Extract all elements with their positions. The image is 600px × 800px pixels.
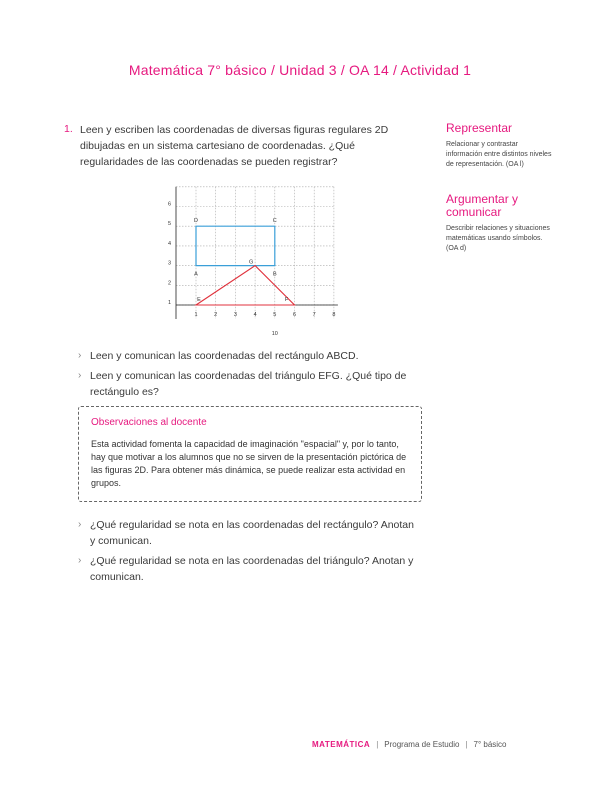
vertex-label: B	[272, 271, 277, 278]
vertex-label: D	[194, 218, 198, 225]
chevron-right-icon: ›	[78, 519, 82, 530]
y-tick-label: 1	[167, 300, 171, 306]
list-item-text: ¿Qué regularidad se nota en las coordenadas del rectángulo? Anotan y comunican.	[90, 519, 414, 547]
list-item	[78, 368, 418, 400]
question-text: Leen y escriben las coordenadas de diversas figuras regulares 2D dibujadas en un sistema cartesiano de coordenadas. ¿Qué regularidades de las coordenadas se pueden registrar?	[80, 124, 389, 168]
vertex-label: G	[248, 259, 254, 266]
y-tick-label: 3	[167, 260, 171, 267]
x-tick-label: 8	[332, 312, 336, 318]
list-item-text: Leen y comunican las coordenadas del triángulo EFG. ¿Qué tipo de rectángulo es?	[90, 370, 407, 398]
x-tick-label: 4	[253, 312, 257, 318]
bullet-list-top	[78, 348, 418, 404]
list-item	[78, 517, 418, 549]
vertex-label: F	[284, 297, 289, 303]
chevron-right-icon: ›	[78, 370, 82, 381]
x-tick-label: 5	[273, 312, 277, 318]
y-tick-label: 4	[167, 240, 171, 247]
sidebar-block-argumentar	[446, 193, 556, 254]
footer-brand: MATEMÁTICA	[312, 740, 371, 749]
list-item	[78, 553, 418, 585]
sidebar-heading: Representar	[446, 121, 513, 135]
sidebar-text: Describir relaciones y situaciones matemáticas usando símbolos. (OA d)	[446, 225, 550, 252]
list-item-text: Leen y comunican las coordenadas del rectángulo ABCD.	[90, 350, 359, 362]
observaciones-box	[78, 406, 422, 502]
y-tick-label: 2	[167, 280, 171, 287]
chevron-right-icon: ›	[78, 555, 82, 566]
footer-grade: 7° básico	[473, 740, 507, 749]
x-tick-label: 1	[194, 312, 198, 318]
x-axis-bottom-label: 10	[271, 331, 278, 337]
footer: MATEMÁTICA | Programa de Estudio | 7° básico	[312, 740, 507, 749]
y-tick-label: 6	[167, 201, 171, 208]
list-item-text: ¿Qué regularidad se nota en las coordenadas del triángulo? Anotan y comunican.	[90, 555, 414, 583]
vertex-label: C	[272, 218, 277, 225]
bullet-list-bottom	[78, 517, 418, 589]
observaciones-text: Esta actividad fomenta la capacidad de imaginación "espacial" y, por lo tanto, hay que motivar a los alumnos que no se sirven de la presentación pictórica de las figuras 2D. Para obtener más dinámica, se puede realizar esta actividad en grupos.	[91, 439, 407, 488]
coordinate-graph	[160, 178, 350, 343]
x-tick-label: 2	[214, 312, 218, 318]
sidebar-block-representar	[446, 122, 556, 170]
observaciones-title: Observaciones al docente	[91, 417, 207, 428]
vertex-label: A	[194, 271, 198, 278]
y-tick-label: 5	[167, 221, 171, 228]
list-item	[78, 348, 418, 364]
vertex-label: E	[197, 297, 201, 303]
footer-program: Programa de Estudio	[384, 740, 460, 749]
page-title: Matemática 7° básico / Unidad 3 / OA 14 / Actividad 1	[128, 62, 472, 78]
question-number: 1.	[64, 123, 73, 135]
x-tick-label: 6	[292, 312, 297, 318]
chevron-right-icon: ›	[78, 350, 82, 361]
sidebar-heading: Argumentar y comunicar	[446, 192, 519, 219]
sidebar-text: Relacionar y contrastar información entre distintos niveles de representación. (OA l)	[446, 141, 552, 168]
x-tick-label: 3	[233, 312, 237, 318]
x-tick-label: 7	[312, 312, 316, 318]
